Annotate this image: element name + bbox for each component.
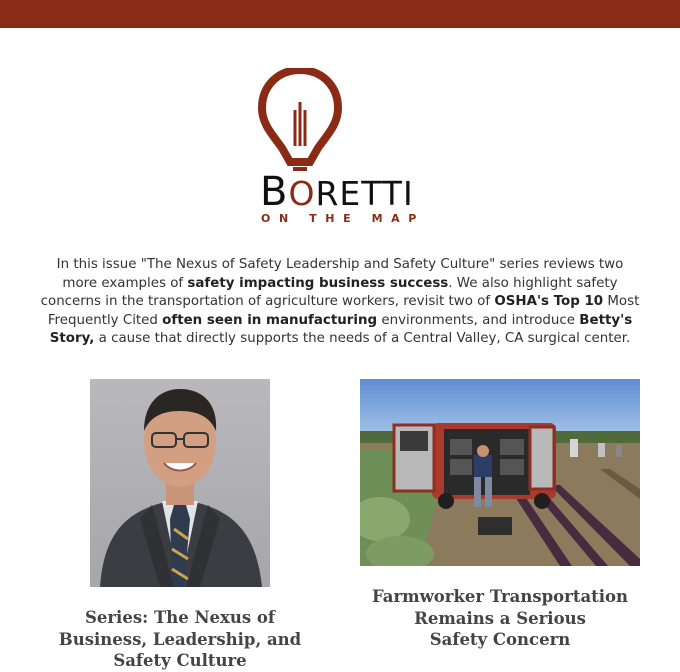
portrait-image-icon (90, 379, 270, 587)
intro-text-2: . We also highlight safety concerns in the transportation of agriculture workers, revisit two of (40, 275, 618, 310)
intro-paragraph (38, 256, 642, 349)
card-title-nexus-series[interactable] (40, 607, 320, 672)
card-title-line: Series: The Nexus of (84, 608, 276, 627)
logo-tagline: ON THE MAP (261, 212, 425, 225)
logo-wordmark (260, 169, 424, 215)
card-title-line: Remains a Serious (414, 608, 586, 628)
card-title-farmworker-transport[interactable] (360, 586, 640, 651)
farm-van-photo[interactable] (360, 379, 640, 566)
intro-text-4: environments, and introduce (377, 312, 580, 328)
intro-text-3: Most Frequently Cited (47, 294, 640, 328)
intro-bold-4: Betty's Story, (49, 312, 633, 347)
card-title-line: Safety Concern (429, 630, 571, 649)
intro-bold-3: often seen in manufacturing (162, 312, 378, 328)
lightbulb-pin-icon (258, 68, 424, 172)
card-title-line: Business, Leadership, and (58, 629, 302, 649)
portrait-photo[interactable] (90, 379, 270, 587)
intro-bold-1: safety impacting business success (187, 275, 449, 291)
intro-bold-2: OSHA's Top 10 (494, 294, 604, 310)
logo-letters-rest: RETTI (315, 174, 414, 213)
farm-van-image-icon (360, 379, 640, 566)
card-title-line: Safety Culture (113, 651, 247, 670)
card-title-line: Farmworker Transportation (371, 587, 629, 606)
logo-letter-o: O (288, 174, 316, 213)
logo-letter-b: B (260, 169, 289, 215)
intro-text-1: In this issue "The Nexus of Safety Leadership and Safety Culture" series reviews two more examples of (56, 257, 624, 291)
top-banner-bar (0, 0, 680, 28)
boretti-logo[interactable] (258, 68, 424, 228)
intro-text-5: a cause that directly supports the needs of a Central Valley, CA surgical center. (94, 331, 631, 347)
